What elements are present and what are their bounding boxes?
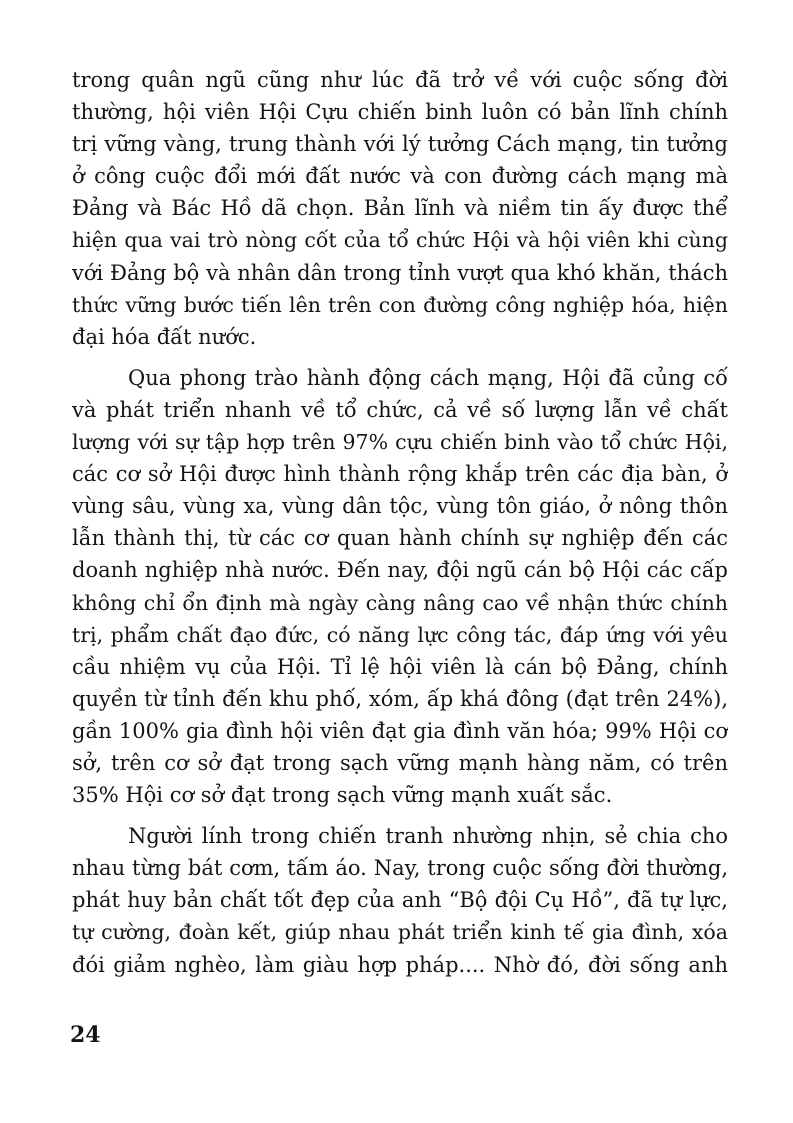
text-line: trong quân ngũ cũng như lúc đã trở về với cuộc sống đời bbox=[72, 68, 728, 92]
text-line: gần 100% gia đình hội viên đạt gia đình văn hóa; 99% Hội cơ bbox=[72, 718, 728, 743]
text-line: vùng sâu, vùng xa, vùng dân tộc, vùng tôn giáo, ở nông thôn bbox=[72, 494, 728, 519]
text-line: đói giảm nghèo, làm giàu hợp pháp.... Nhờ đó, đời sống anh bbox=[72, 952, 728, 977]
text-line: hiện qua vai trò nòng cốt của tổ chức Hội và hội viên khi cùng bbox=[72, 228, 728, 253]
text-line: Người lính trong chiến tranh nhường nhịn, sẻ chia cho bbox=[128, 824, 728, 849]
text-line: cầu nhiệm vụ của Hội. Tỉ lệ hội viên là cán bộ Đảng, chính bbox=[72, 654, 728, 679]
text-line: doanh nghiệp nhà nước. Đến nay, đội ngũ cán bộ Hội các cấp bbox=[72, 558, 728, 583]
text-line: nhau từng bát cơm, tấm áo. Nay, trong cuộc sống đời thường, bbox=[72, 856, 728, 881]
text-line: thường, hội viên Hội Cựu chiến binh luôn có bản lĩnh chính bbox=[72, 100, 728, 125]
text-line: ở công cuộc đổi mới đất nước và con đường cách mạng mà bbox=[72, 164, 728, 189]
text-line: 35% Hội cơ sở đạt trong sạch vững mạnh xuất sắc. bbox=[72, 783, 613, 808]
text-line: các cơ sở Hội được hình thành rộng khắp trên các địa bàn, ở bbox=[72, 462, 728, 487]
text-line: lẫn thành thị, từ các cơ quan hành chính sự nghiệp đến các bbox=[72, 526, 728, 551]
text-line: lượng với sự tập hợp trên 97% cựu chiến binh vào tổ chức Hội, bbox=[72, 430, 728, 455]
paragraph-gap bbox=[72, 811, 728, 820]
text-line: phát huy bản chất tốt đẹp của anh “Bộ đội Cụ Hồ”, đã tự lực, bbox=[72, 888, 728, 913]
text-line: trị, phẩm chất đạo đức, có năng lực công tác, đáp ứng với yêu bbox=[72, 622, 728, 647]
text-line: và phát triển nhanh về tổ chức, cả về số lượng lẫn về chất bbox=[72, 397, 728, 422]
body-text bbox=[72, 64, 728, 981]
text-line: với Đảng bộ và nhân dân trong tỉnh vượt qua khó khăn, thách bbox=[72, 260, 728, 285]
page-number: 24 bbox=[70, 1022, 101, 1048]
text-line: trị vững vàng, trung thành với lý tưởng Cách mạng, tin tưởng bbox=[72, 132, 728, 157]
paragraph-gap bbox=[72, 353, 728, 362]
text-line: quyền từ tỉnh đến khu phố, xóm, ấp khá đông (đạt trên 24%), bbox=[72, 686, 728, 711]
paragraph-2 bbox=[72, 362, 728, 811]
text-line: đại hóa đất nước. bbox=[72, 324, 257, 349]
text-line: tự cường, đoàn kết, giúp nhau phát triển kinh tế gia đình, xóa bbox=[72, 920, 728, 945]
paragraph-1 bbox=[72, 64, 728, 353]
text-line: sở, trên cơ sở đạt trong sạch vững mạnh hàng năm, có trên bbox=[72, 750, 728, 775]
paragraph-3 bbox=[72, 820, 728, 980]
text-line: Qua phong trào hành động cách mạng, Hội đã củng cố bbox=[128, 365, 728, 390]
text-line: Đảng và Bác Hồ dã chọn. Bản lĩnh và niềm tin ấy được thể bbox=[72, 196, 728, 221]
text-line: thức vững bước tiến lên trên con đường công nghiệp hóa, hiện bbox=[72, 292, 728, 317]
text-line: không chỉ ổn định mà ngày càng nâng cao về nhận thức chính bbox=[72, 590, 728, 615]
